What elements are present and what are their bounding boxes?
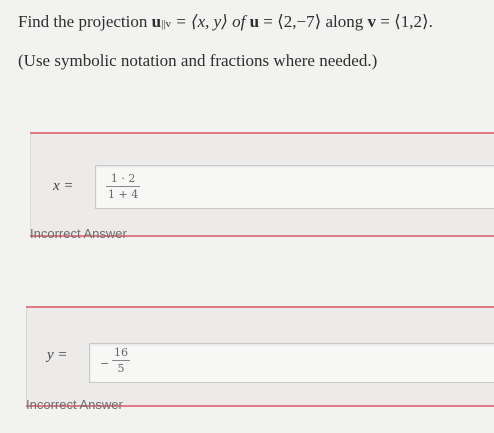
x-label: x =: [53, 178, 74, 194]
y-feedback: Incorrect Answer: [26, 397, 123, 412]
x-feedback: Incorrect Answer: [30, 226, 127, 241]
vector-u-symbol: u: [151, 12, 162, 31]
vector-u-symbol-2: u: [249, 12, 260, 31]
x-fraction: [106, 172, 140, 201]
projection-components: = ⟨x, y⟩ of: [171, 12, 250, 31]
x-numerator: 1 · 2: [110, 172, 136, 185]
incorrect-top-border: [30, 132, 494, 134]
y-fraction: [112, 346, 130, 375]
answer-panel-y: [26, 306, 494, 407]
question-line: [18, 10, 488, 36]
x-answer-input[interactable]: [95, 165, 494, 209]
answer-panel-x: [30, 132, 494, 237]
y-answer-input[interactable]: [89, 343, 494, 383]
question-text: [18, 10, 488, 73]
vector-u-value: = ⟨2,−7⟩ along: [259, 12, 368, 31]
fraction-bar: [112, 360, 130, 361]
y-label: y =: [47, 347, 68, 363]
x-denominator: 1 + 4: [108, 188, 139, 201]
question-prefix: Find the projection: [18, 12, 152, 31]
fraction-bar: [106, 186, 140, 187]
y-sign: −: [100, 357, 110, 370]
subscript-parallel-v: ||v: [161, 18, 171, 30]
y-denominator: 5: [117, 362, 125, 375]
y-numerator: 16: [114, 346, 128, 359]
incorrect-top-border: [26, 306, 494, 308]
vector-v-symbol: v: [367, 12, 376, 31]
vector-v-value: = ⟨1,2⟩.: [376, 12, 433, 31]
question-hint: (Use symbolic notation and fractions where needed.): [18, 51, 378, 70]
